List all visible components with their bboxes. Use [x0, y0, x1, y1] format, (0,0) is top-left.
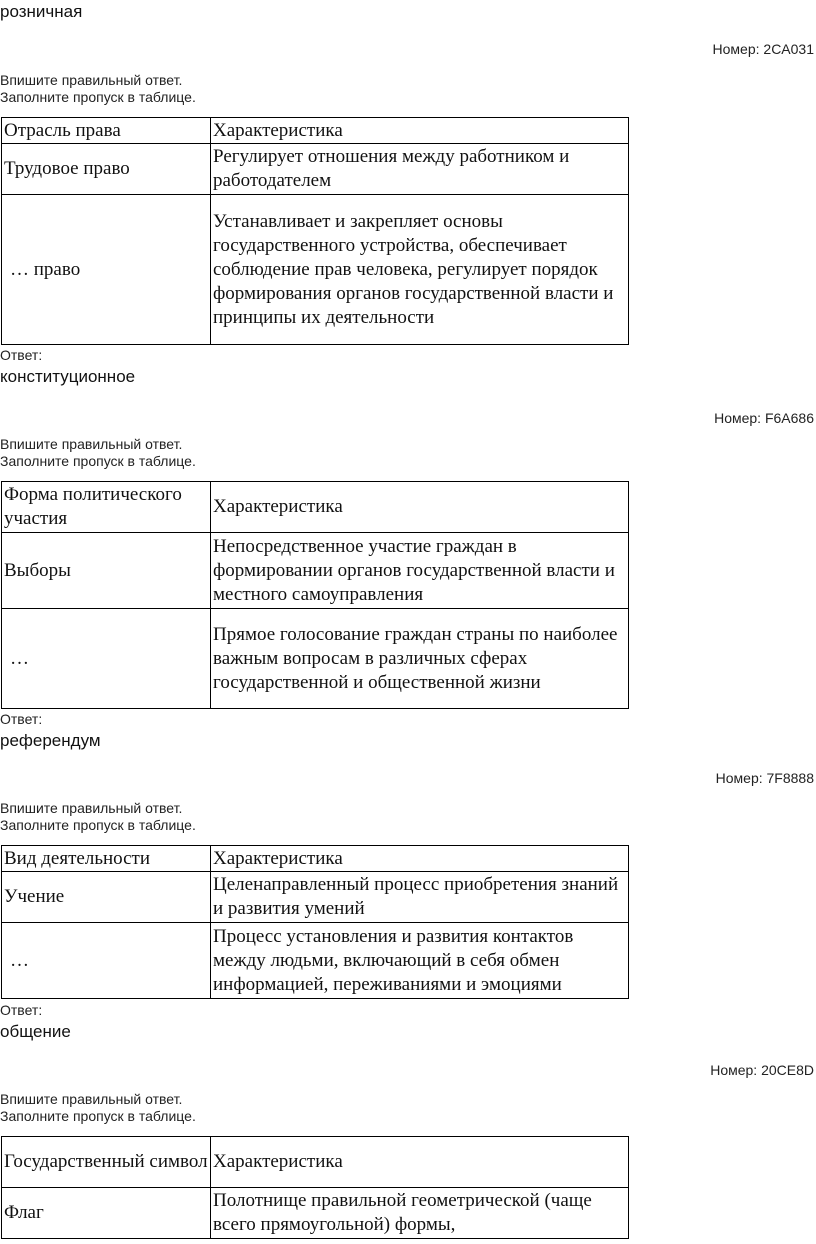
table-row	[2, 144, 629, 195]
header-cell: Характеристика	[211, 846, 629, 872]
instruction	[0, 1091, 196, 1125]
instruction-line: Впишите правильный ответ.	[0, 72, 183, 88]
question-table	[1, 1136, 629, 1239]
table-header-row	[2, 846, 629, 872]
header-cell: Характеристика	[211, 1137, 629, 1188]
table-cell: Непосредственное участие граждан в формировании органов государственной власти и местного самоуправления	[211, 533, 629, 609]
header-cell: Характеристика	[211, 118, 629, 144]
table-cell: Флаг	[2, 1188, 211, 1239]
question-table	[1, 117, 629, 345]
instruction	[0, 800, 196, 834]
table-row	[2, 1188, 629, 1239]
header-cell: Отрасль права	[2, 118, 211, 144]
table-cell: Выборы	[2, 533, 211, 609]
header-cell: Государственный символ	[2, 1137, 211, 1188]
header-cell: Характеристика	[211, 482, 629, 533]
table-row	[2, 195, 629, 345]
table-cell: Трудовое право	[2, 144, 211, 195]
table-cell: Регулирует отношения между работником и работодателем	[211, 144, 629, 195]
answer-label: Ответ:	[0, 347, 43, 363]
instruction-line: Впишите правильный ответ.	[0, 1091, 183, 1107]
header-cell: Форма политического участия	[2, 482, 211, 533]
question-number: Номер: 20CE8D	[710, 1062, 814, 1078]
table-row	[2, 923, 629, 999]
gap-cell: … право	[2, 195, 211, 345]
table-cell: Устанавливает и закрепляет основы государственного устройства, обеспечивает соблюдение прав человека, регулирует порядок формирования органов государственной власти и принципы их деятельности	[211, 195, 629, 345]
answer-value: референдум	[0, 731, 101, 750]
instruction-line: Заполните пропуск в таблице.	[0, 453, 196, 469]
table-cell: Полотнище правильной геометрической (чаще всего прямоугольной) формы,	[211, 1188, 629, 1239]
table-header-row	[2, 482, 629, 533]
question-number: Номер: 2CA031	[712, 41, 814, 57]
question-number: Номер: 7F8888	[715, 770, 814, 786]
answer-value: общение	[0, 1022, 71, 1041]
answer-value: конституционное	[0, 367, 136, 386]
table-cell: Процесс установления и развития контактов между людьми, включающий в себя обмен информацией, переживаниями и эмоциями	[211, 923, 629, 999]
instruction	[0, 72, 196, 106]
previous-answer: розничная	[0, 2, 83, 21]
table-header-row	[2, 1137, 629, 1188]
answer-label: Ответ:	[0, 1002, 43, 1018]
instruction-line: Заполните пропуск в таблице.	[0, 817, 196, 833]
answer-label: Ответ:	[0, 711, 43, 727]
gap-cell: …	[2, 923, 211, 999]
table-cell: Целенаправленный процесс приобретения знаний и развития умений	[211, 872, 629, 923]
question-number: Номер: F6A686	[714, 410, 814, 426]
instruction	[0, 436, 196, 470]
header-cell: Вид деятельности	[2, 846, 211, 872]
instruction-line: Заполните пропуск в таблице.	[0, 89, 196, 105]
table-cell: Учение	[2, 872, 211, 923]
table-row	[2, 533, 629, 609]
gap-cell: …	[2, 609, 211, 709]
table-row	[2, 609, 629, 709]
table-header-row	[2, 118, 629, 144]
table-row	[2, 872, 629, 923]
instruction-line: Впишите правильный ответ.	[0, 436, 183, 452]
instruction-line: Заполните пропуск в таблице.	[0, 1108, 196, 1124]
instruction-line: Впишите правильный ответ.	[0, 800, 183, 816]
question-table	[1, 481, 629, 709]
table-cell: Прямое голосование граждан страны по наиболее важным вопросам в различных сферах государственной и общественной жизни	[211, 609, 629, 709]
question-table	[1, 845, 629, 999]
